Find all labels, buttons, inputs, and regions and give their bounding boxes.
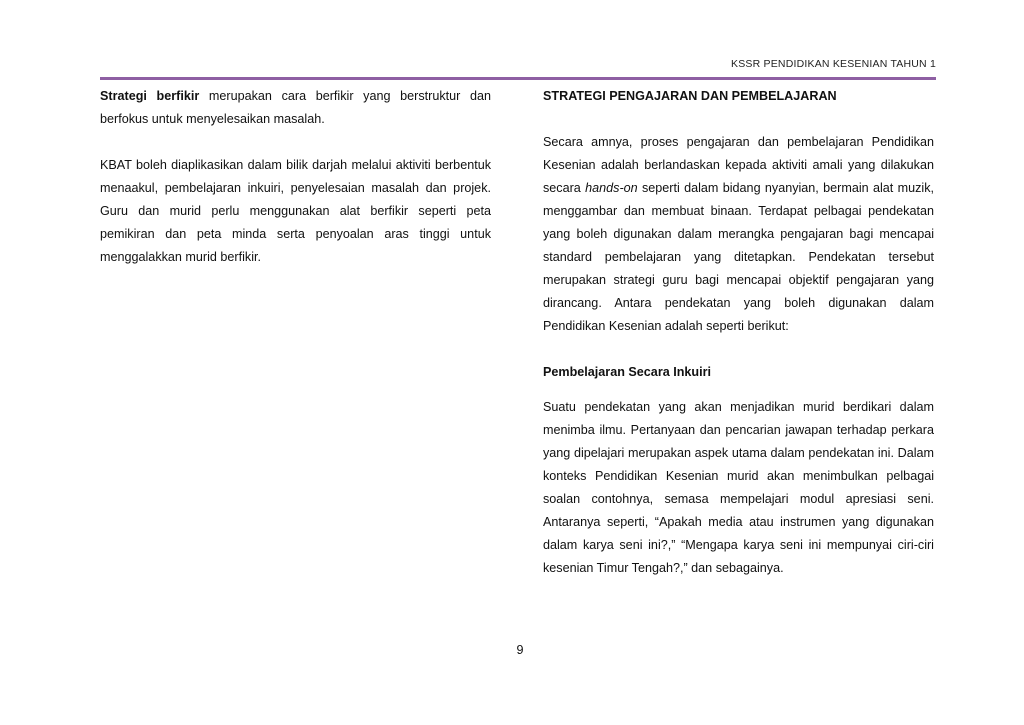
page-number: 9 [516, 643, 524, 657]
italic-term: hands-on [585, 181, 638, 195]
paragraph-strategi-intro [543, 131, 934, 338]
paragraph-text: merupakan cara berfikir yang berstruktur dan berfokus untuk menyelesaikan masalah. [100, 89, 491, 126]
running-header: KSSR PENDIDIKAN KESENIAN TAHUN 1 [731, 58, 936, 70]
header-rule [100, 77, 936, 80]
left-column [100, 85, 491, 269]
paragraph-kbat: KBAT boleh diaplikasikan dalam bilik darjah melalui aktiviti berbentuk menaakul, pembelajaran inkuiri, penyelesaian masalah dan projek. Guru dan murid perlu menggunakan alat berfikir seperti peta pemikiran dan peta minda serta penyoalan aras tinggi untuk menggalakkan murid berfikir. [100, 158, 491, 264]
section-heading: STRATEGI PENGAJARAN DAN PEMBELAJARAN [543, 89, 837, 103]
right-column [543, 85, 934, 580]
bold-term: Strategi berfikir [100, 89, 200, 103]
paragraph-text-continued: seperti dalam bidang nyanyian, bermain alat muzik, menggambar dan membuat binaan. Terdapat pelbagai pendekatan yang boleh digunakan dalam merangka pengajaran bagi mencapai standard pembelajaran yang ditetapkan. Pendekatan tersebut merupakan strategi guru bagi mencapai objektif pengajaran yang dirancang. Antara pendekatan yang boleh digunakan dalam Pendidikan Kesenian adalah seperti berikut: [543, 181, 934, 333]
paragraph-text: Secara amnya, proses pengajaran dan pembelajaran Pendidikan Kesenian adalah berlandaskan kepada aktiviti amali yang dilakukan secara [543, 135, 934, 195]
paragraph-strategi-berfikir [100, 85, 491, 131]
subsection-heading: Pembelajaran Secara Inkuiri [543, 365, 712, 379]
paragraph-inkuiri: Suatu pendekatan yang akan menjadikan murid berdikari dalam menimba ilmu. Pertanyaan dan pencarian jawapan terhadap perkara yang dipelajari merupakan aspek utama dalam pendekatan ini. Dalam konteks Pendidikan Kesenian murid akan menimbulkan pelbagai soalan contohnya, semasa mempelajari modul apresiasi seni. Antaranya seperti, “Apakah media atau instrumen yang digunakan dalam karya seni ini?,” “Mengapa karya seni ini mempunyai ciri-ciri kesenian Timur Tengah?,” dan sebagainya. [543, 400, 934, 575]
